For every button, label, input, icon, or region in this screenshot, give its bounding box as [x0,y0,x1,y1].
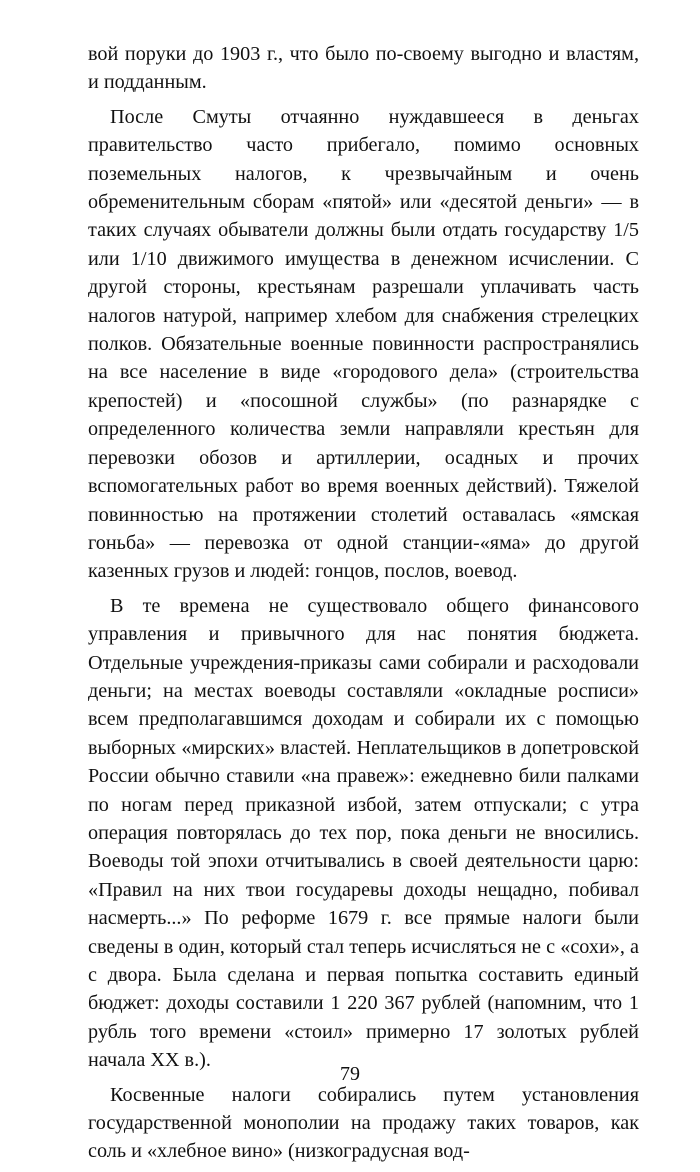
paragraph: В те времена не существовало общего финансового управления и привычного для нас понятия бюджета. Отдельные учреждения-приказы сами собирали и расходовали деньги; на местах воеводы составляли «окладные росписи» всем предполагавшимся доходам и собирали их с помощью выборных «мирских» властей. Неплательщиков в допетровской России обычно ставили «на правеж»: ежедневно били палками по ногам перед приказной избой, затем отпускали; с утра операция повторялась до тех пор, пока деньги не вносились. Воеводы той эпохи отчитывались в своей деятельности царю: «Правил на них твои государевы доходы нещадно, побивал насмерть...» По реформе 1679 г. все прямые налоги были сведены в один, который стал теперь исчисляться не с «сохи», а с двора. Была сделана и первая попытка составить единый бюджет: доходы составили 1 220 367 рублей (напомним, что 1 рубль того времени «стоил» примерно 17 золотых рублей начала XX в.). [88,594,639,1072]
paragraph: Косвенные налоги собирались путем установления государственной монополии на продажу таких товаров, как соль и «хлебное вино» (низкоградусная вод- [88,1083,639,1163]
body-text [88,40,639,1172]
paragraph: После Смуты отчаянно нуждавшееся в деньгах правительство часто прибегало, помимо основных поземельных налогов, к чрезвычайным и очень обременительным сборам «пятой» или «десятой деньги» — в таких случаях обыватели должны были отдать государству 1/5 или 1/10 движимого имущества в денежном исчислении. С другой стороны, крестьянам разрешали уплачивать часть налогов натурой, например хлебом для снабжения стрелецких полков. Обязательные военные повинности распространялись на все население в виде «городового дела» (строительства крепостей) и «посошной службы» (по разнарядке с определенного количества земли направляли крестьян для перевозки обозов и артиллерии, осадных и прочих вспомогательных работ во время военных действий). Тяжелой повинностью на протяжении столетий оставалась «ямская гоньба» — перевозка от одной станции-«яма» до другой казенных грузов и людей: гонцов, послов, воевод. [88,105,639,583]
page-number: 79 [340,1063,360,1085]
paragraph-continuation: вой поруки до 1903 г., что было по-своему выгодно и властям, и подданным. [88,43,639,94]
